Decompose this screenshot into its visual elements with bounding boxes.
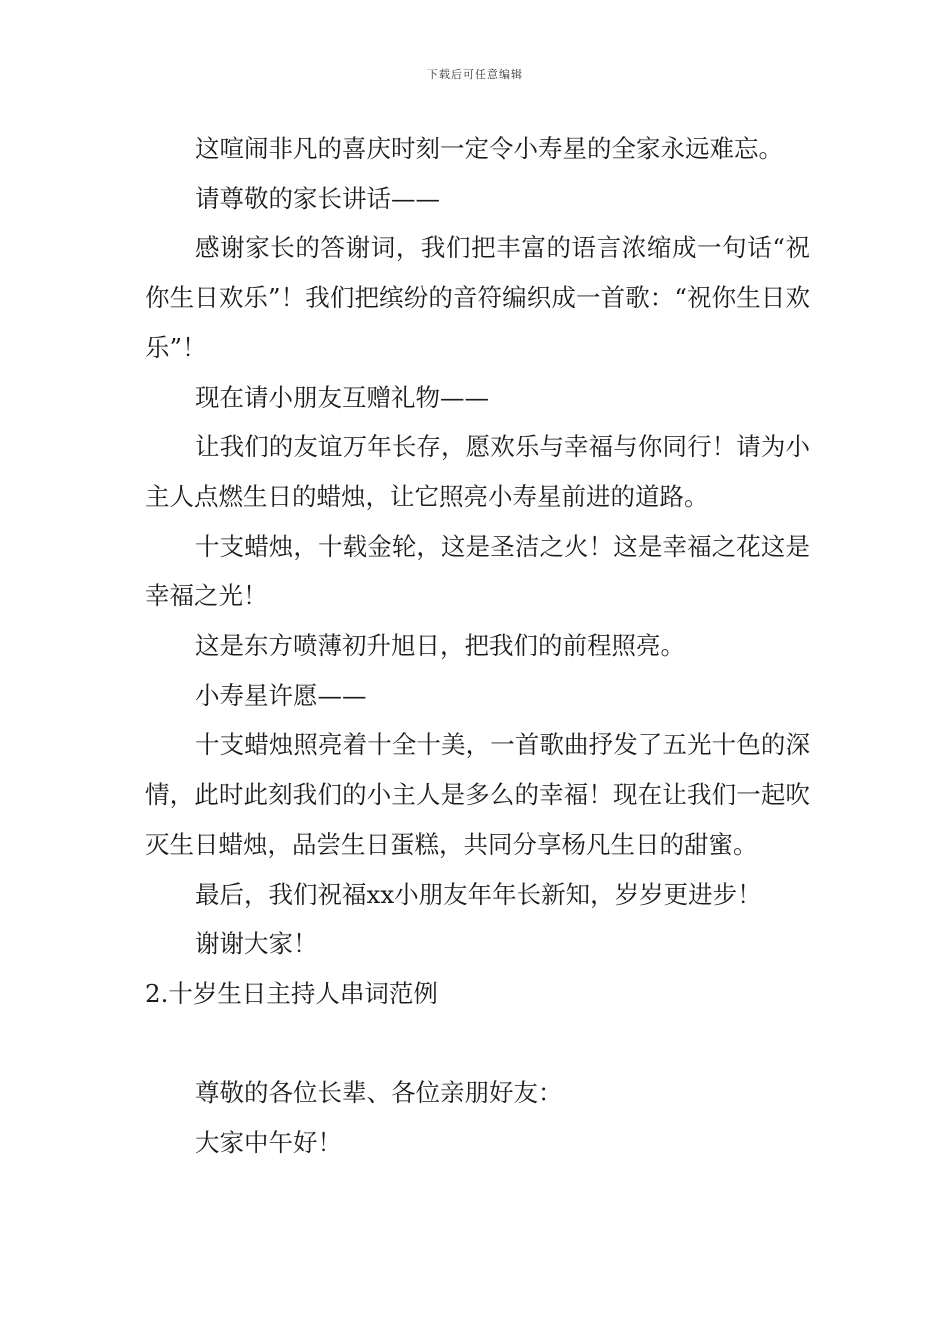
paragraph: 十支蜡烛，十载金轮，这是圣洁之火！这是幸福之花这是幸福之光！	[145, 531, 810, 611]
paragraph: 尊敬的各位长辈、各位亲朋好友：	[195, 1078, 563, 1108]
paragraph: 谢谢大家！	[195, 929, 318, 959]
paragraph: 大家中午好！	[195, 1128, 342, 1158]
page-header-note: 下载后可任意编辑	[427, 68, 523, 81]
paragraph: 感谢家长的答谢词，我们把丰富的语言浓缩成一句话“祝你生日欢乐”！我们把缤纷的音符编织成一首歌：“祝你生日欢乐”！	[145, 233, 810, 362]
paragraph: 这喧闹非凡的喜庆时刻一定令小寿星的全家永远难忘。	[195, 134, 783, 163]
paragraph: 十支蜡烛照亮着十全十美，一首歌曲抒发了五光十色的深情，此时此刻我们的小主人是多么的幸福！现在让我们一起吹灭生日蜡烛，品尝生日蛋糕，共同分享杨凡生日的甜蜜。	[145, 730, 810, 859]
paragraph: 小寿星许愿——	[195, 680, 367, 710]
paragraph: 现在请小朋友互赠礼物——	[195, 382, 489, 412]
paragraph: 最后，我们祝福xx小朋友年年长新知，岁岁更进步！	[195, 879, 762, 909]
section-heading: 2.十岁生日主持人串词范例	[145, 978, 438, 1008]
paragraph: 请尊敬的家长讲话——	[195, 183, 440, 213]
paragraph: 让我们的友谊万年长存，愿欢乐与幸福与你同行！请为小主人点燃生日的蜡烛，让它照亮小寿星前进的道路。	[145, 432, 810, 511]
document-body	[145, 124, 810, 1168]
blank-line	[145, 1019, 810, 1069]
paragraph: 这是东方喷薄初升旭日，把我们的前程照亮。	[195, 631, 685, 661]
